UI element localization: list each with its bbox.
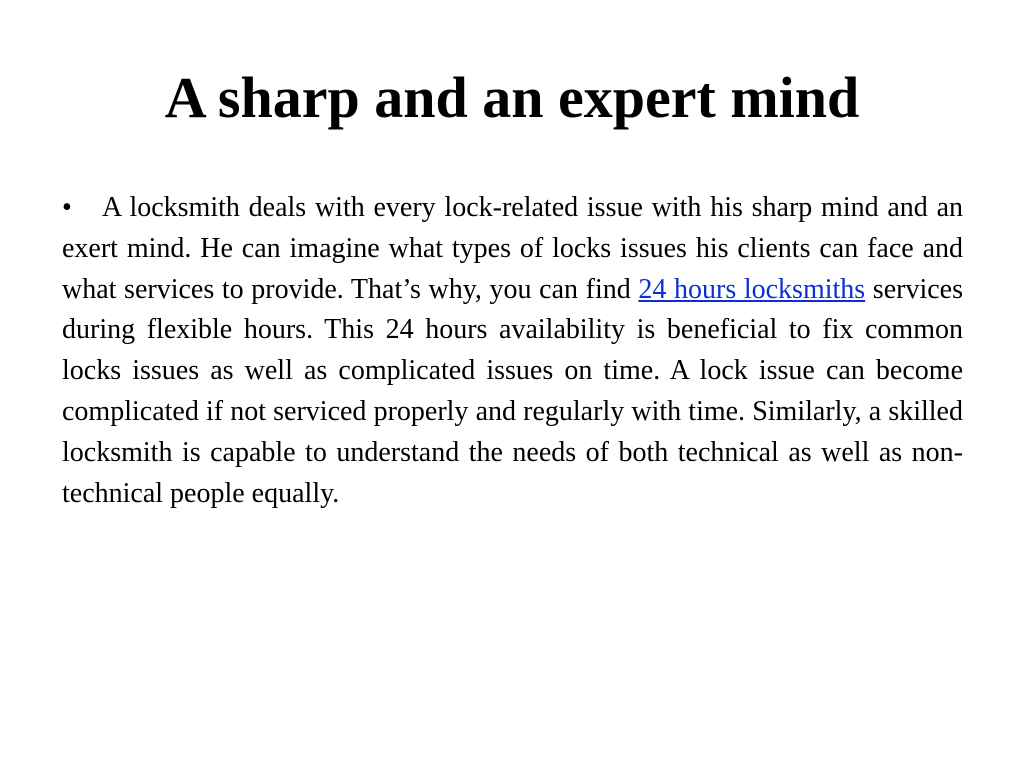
bullet-icon: • [62,192,72,223]
paragraph-text-after-link: services during flexible hours. This 24 hours availability is beneficial to fix common locks issues as well as complicated issues on time. A lock issue can become complicated if not serviced properly and regularly with time. Similarly, a skilled locksmith is capable to understand the needs of both technical as well as non-technical people equally. [62,273,963,509]
paragraph-text-before-link: A locksmith deals with every lock-related issue with his sharp mind and an exert mind. He can imagine what types of locks issues his clients can face and what services to provide. That’s why, you can find [62,192,963,305]
slide-title: A sharp and an expert mind [164,65,860,130]
bullet-list [62,188,963,514]
bullet-paragraph [62,188,963,514]
locksmiths-link[interactable]: 24 hours locksmiths [638,273,866,305]
